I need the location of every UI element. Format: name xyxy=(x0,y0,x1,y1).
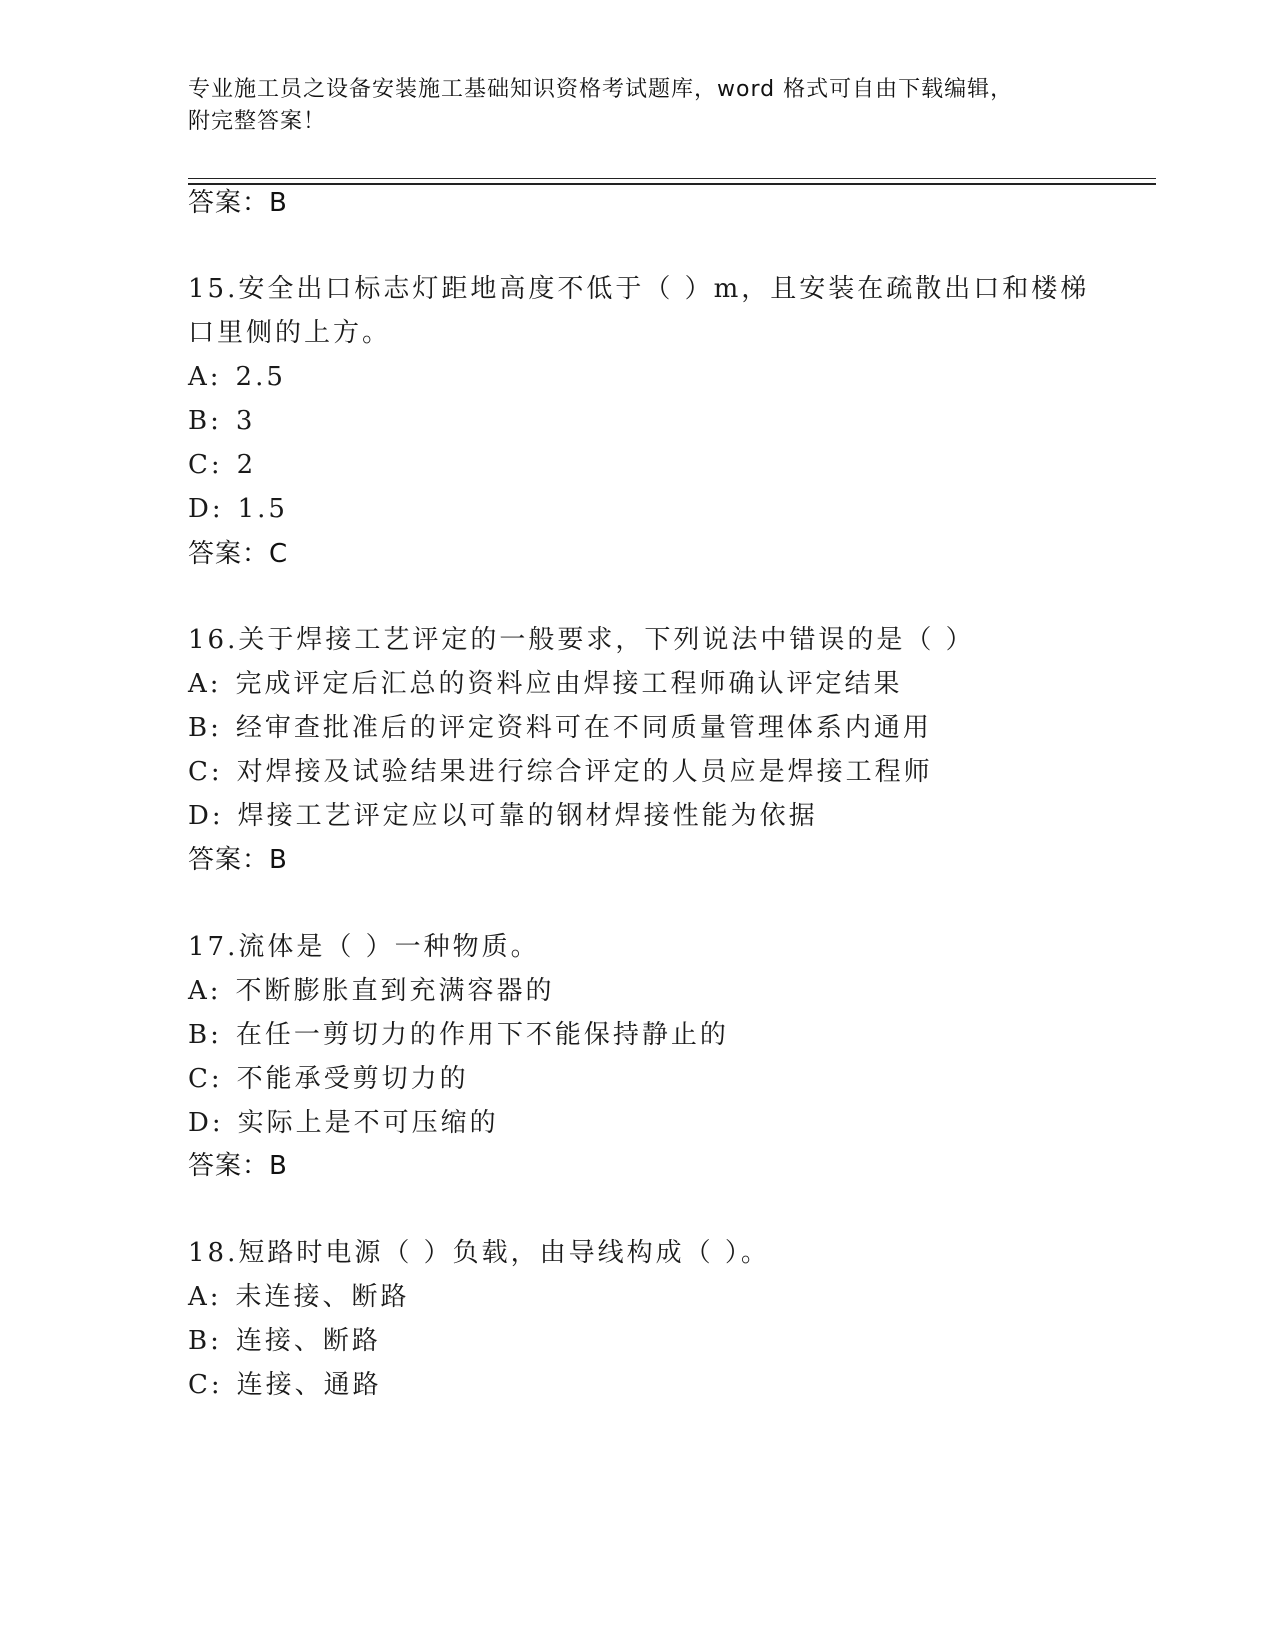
option-label: A: xyxy=(188,362,222,392)
option-text: 2 xyxy=(236,450,257,480)
answer-line: 答案：B xyxy=(188,845,288,875)
answer-line: 答案：C xyxy=(188,539,289,569)
option-c xyxy=(188,1368,382,1402)
document-header xyxy=(188,74,1088,138)
option-label: B: xyxy=(188,1326,222,1356)
option-c xyxy=(188,448,256,482)
option-label: B: xyxy=(188,713,222,743)
option-text: 对焊接及试验结果进行综合评定的人员应是焊接工程师 xyxy=(236,757,933,787)
option-a xyxy=(188,974,555,1008)
option-label: D: xyxy=(188,801,224,831)
option-text: 在任一剪切力的作用下不能保持静止的 xyxy=(235,1020,729,1050)
option-a xyxy=(188,1280,410,1314)
question-stem-continuation: 口里侧的上方。 xyxy=(188,318,392,348)
option-d xyxy=(188,492,288,526)
option-label: C: xyxy=(188,1370,223,1400)
answer-line: 答案：B xyxy=(188,1151,288,1181)
option-c xyxy=(188,1062,469,1096)
option-a xyxy=(188,360,286,394)
option-a xyxy=(188,667,903,701)
option-text: 不断膨胀直到充满容器的 xyxy=(235,976,555,1006)
option-c xyxy=(188,755,933,789)
option-label: C: xyxy=(188,757,223,787)
option-b xyxy=(188,404,255,438)
option-text: 未连接、断路 xyxy=(235,1282,410,1312)
option-text: 1.5 xyxy=(237,494,288,524)
question-stem: 15.安全出口标志灯距地高度不低于（ ）m，且安装在疏散出口和楼梯 xyxy=(188,274,1090,304)
option-text: 完成评定后汇总的资料应由焊接工程师确认评定结果 xyxy=(235,669,903,699)
option-text: 连接、通路 xyxy=(236,1370,382,1400)
option-label: C: xyxy=(188,1064,223,1094)
option-b xyxy=(188,1324,381,1358)
question-stem: 17.流体是（ ）一种物质。 xyxy=(188,932,540,962)
option-text: 焊接工艺评定应以可靠的钢材焊接性能为依据 xyxy=(237,801,818,831)
option-text: 2.5 xyxy=(235,362,286,392)
option-text: 连接、断路 xyxy=(235,1326,381,1356)
option-label: A: xyxy=(188,1282,222,1312)
option-label: C: xyxy=(188,450,223,480)
option-label: A: xyxy=(188,976,222,1006)
option-b xyxy=(188,1018,729,1052)
option-label: D: xyxy=(188,1108,224,1138)
question-stem: 16.关于焊接工艺评定的一般要求，下列说法中错误的是（ ） xyxy=(188,625,975,655)
option-text: 实际上是不可压缩的 xyxy=(237,1108,499,1138)
question-stem: 18.短路时电源（ ）负载，由导线构成（ ）。 xyxy=(188,1238,770,1268)
option-text: 不能承受剪切力的 xyxy=(236,1064,469,1094)
header-divider-thick xyxy=(188,183,1156,185)
header-title-line2: 附完整答案！ xyxy=(188,109,327,134)
option-label: A: xyxy=(188,669,222,699)
option-label: D: xyxy=(188,494,224,524)
option-text: 经审查批准后的评定资料可在不同质量管理体系内通用 xyxy=(235,713,932,743)
option-b xyxy=(188,711,932,745)
option-text: 3 xyxy=(235,406,256,436)
option-d xyxy=(188,799,818,833)
option-label: B: xyxy=(188,406,222,436)
option-label: B: xyxy=(188,1020,222,1050)
header-title-line1: 专业施工员之设备安装施工基础知识资格考试题库，word 格式可自由下载编辑， xyxy=(188,77,1014,102)
option-d xyxy=(188,1106,499,1140)
header-divider-thin xyxy=(188,178,1156,179)
answer-line: 答案：B xyxy=(188,188,288,218)
